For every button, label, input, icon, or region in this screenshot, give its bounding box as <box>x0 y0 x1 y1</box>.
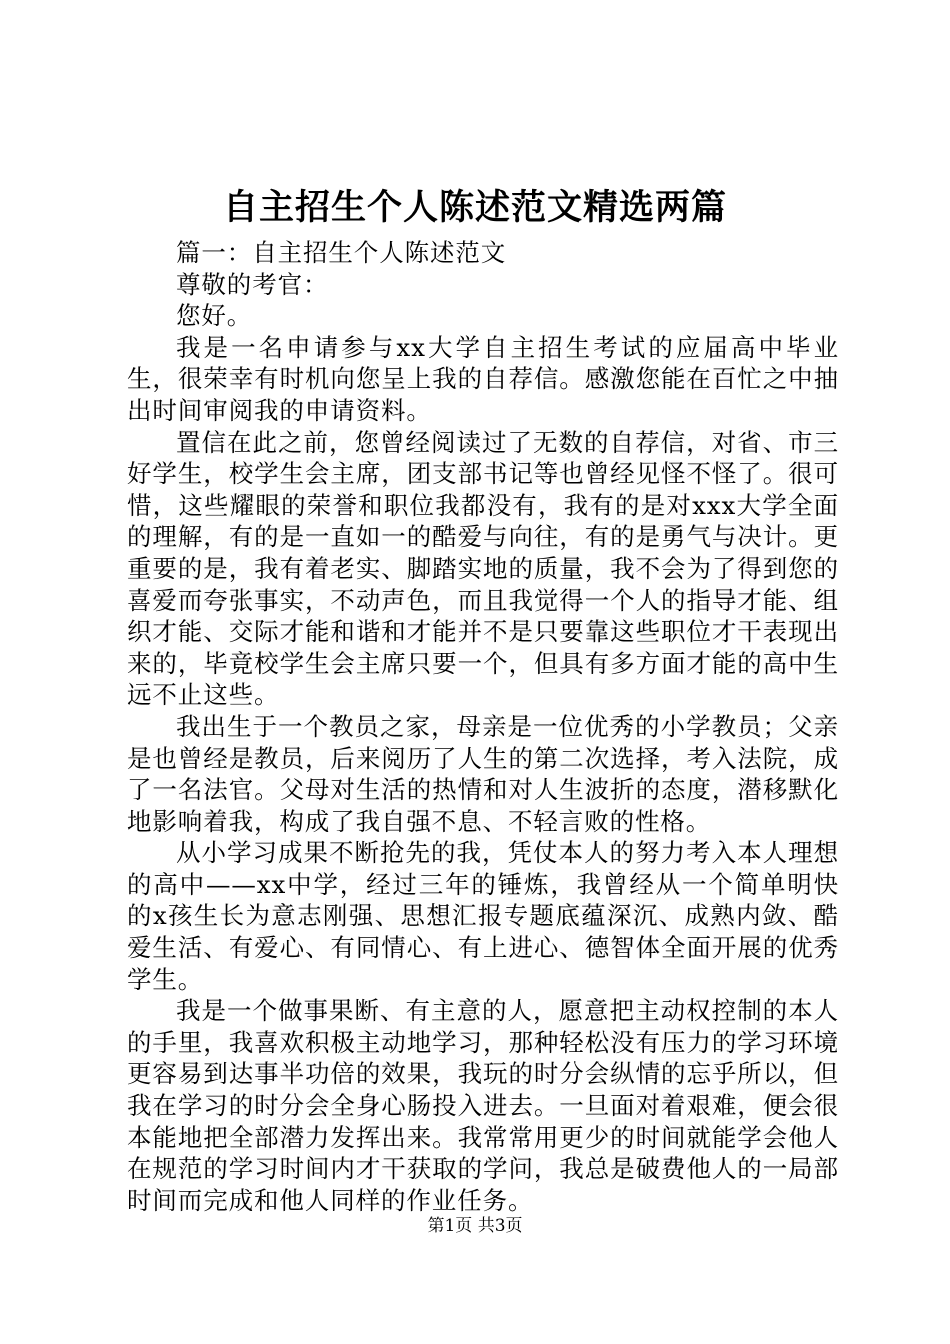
greeting: 您好。 <box>176 301 253 331</box>
body-paragraph: 我是一个做事果断、有主意的人，愿意把主动权控制的本人的手里，我喜欢积极主动地学习，那种轻松没有压力的学习环境更容易到达事半功倍的效果，我玩的时分会纵情的忘乎所以，但我在学习的时分会全身心肠投入进去。一旦面对着艰难，便会很本能地把全部潜力发挥出来。我常常用更少的时间就能学会他人在规范的学习时间内才干获取的学问，我总是破费他人的一局部时间而完成和他人同样的作业任务。 <box>127 996 839 1215</box>
body-paragraph: 我出生于一个教员之家，母亲是一位优秀的小学教员；父亲是也曾经是教员，后来阅历了人生的第二次选择，考入法院，成了一名法官。父母对生活的热情和对人生波折的态度，潜移默化地影响着我，构成了我自强不息、不轻言败的性格。 <box>127 711 839 836</box>
body-paragraph: 置信在此之前，您曾经阅读过了无数的自荐信，对省、市三好学生，校学生会主席，团支部书记等也曾经见怪不怪了。很可惜，这些耀眼的荣誉和职位我都没有，我有的是对xxx大学全面的理解，有的是一直如一的酷爱与向往，有的是勇气与决计。更重要的是，我有着老实、脚踏实地的质量，我不会为了得到您的喜爱而夸张事实，不动声色，而且我觉得一个人的指导才能、组织才能、交际才能和谐和才能并不是只要靠这些职位才干表现出来的，毕竟校学生会主席只要一个，但具有多方面才能的高中生远不止这些。 <box>127 427 839 710</box>
salutation: 尊敬的考官： <box>176 269 329 299</box>
document-title: 自主招生个人陈述范文精选两篇 <box>222 187 727 228</box>
document-body <box>127 237 839 1216</box>
page-footer: 第1页 共3页 <box>427 1216 523 1236</box>
body-paragraph: 从小学习成果不断抢先的我，凭仗本人的努力考入本人理想的高中——xx中学，经过三年的锤炼，我曾经从一个简单明快的x孩生长为意志刚强、思想汇报专题底蕴深沉、成熟内敛、酷爱生活、有爱心、有同情心、有上进心、德智体全面开展的优秀学生。 <box>127 838 839 994</box>
section-heading: 篇一：自主招生个人陈述范文 <box>176 238 507 267</box>
body-paragraph: 我是一名申请参与xx大学自主招生考试的应届高中毕业生，很荣幸有时机向您呈上我的自荐信。感激您能在百忙之中抽出时间审阅我的申请资料。 <box>127 332 839 425</box>
